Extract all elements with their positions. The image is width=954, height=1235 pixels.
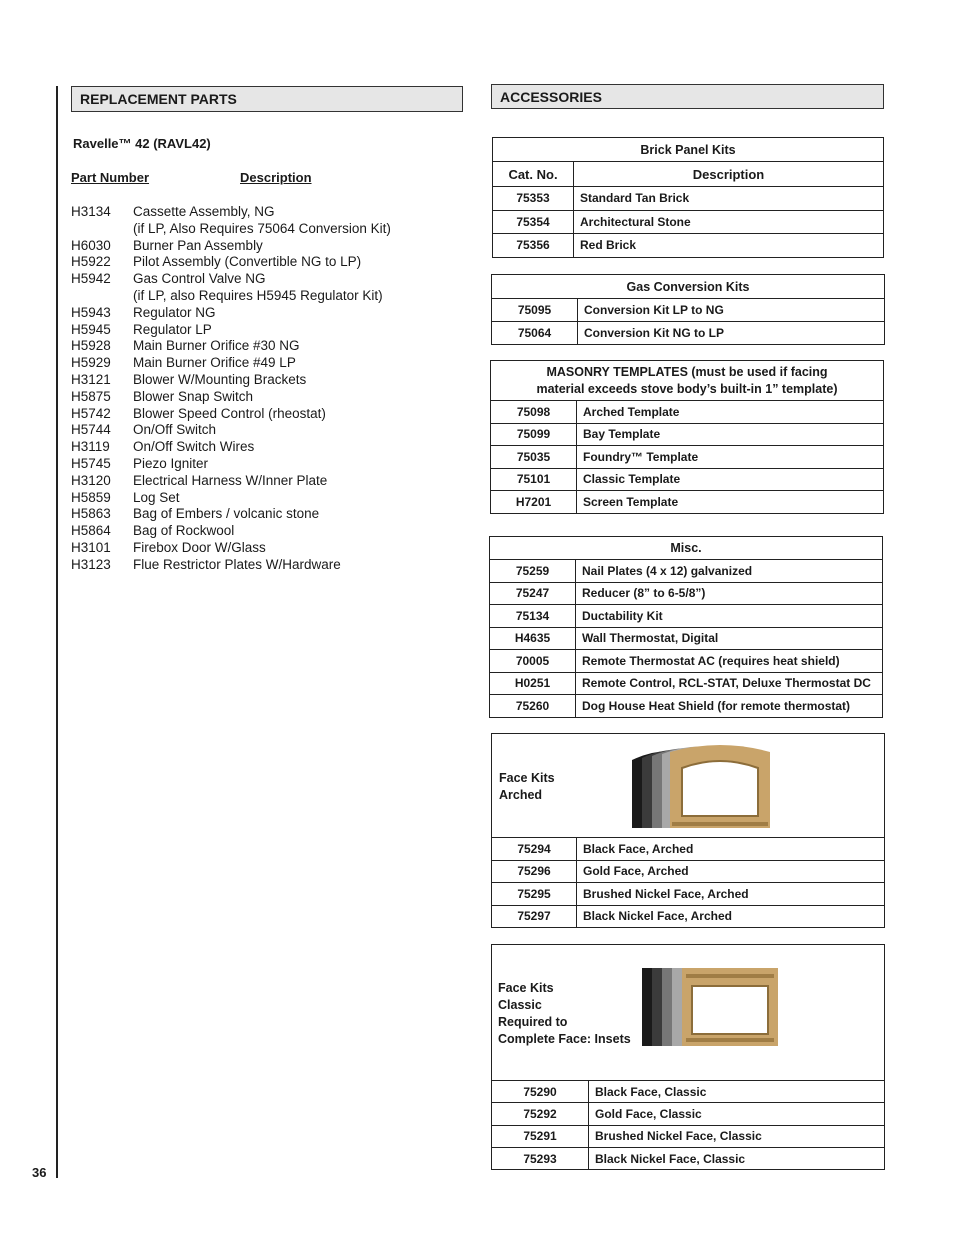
- table-row: [492, 883, 885, 906]
- part-number: H5742: [71, 405, 111, 421]
- page-number: 36: [32, 1165, 47, 1180]
- part-description: Piezo Igniter: [133, 455, 209, 471]
- cat-number: 75294: [492, 838, 577, 861]
- table-row: [490, 605, 883, 628]
- part-number: H5945: [71, 321, 111, 337]
- part-description: (if LP, Also Requires 75064 Conversion Kit): [133, 220, 391, 236]
- parts-row: [71, 271, 461, 288]
- face-kits-arched-table: [491, 837, 885, 928]
- table-row: [492, 1125, 885, 1147]
- description-col-header: Description: [574, 162, 884, 187]
- item-description: Brushed Nickel Face, Arched: [577, 883, 885, 906]
- label-line: Classic: [498, 998, 542, 1012]
- part-description: Blower Snap Switch: [133, 388, 254, 404]
- cat-number: 75259: [490, 560, 576, 583]
- part-number: H5942: [71, 271, 111, 287]
- table-row: [492, 1147, 885, 1169]
- part-number: H5929: [71, 355, 111, 371]
- gas-conversion-table: [491, 274, 885, 345]
- part-number: H5922: [71, 254, 111, 270]
- face-kits-arched-label: [499, 770, 555, 804]
- brick-panel-table: [492, 137, 884, 258]
- part-description: Regulator NG: [133, 304, 216, 320]
- title-line: material exceeds stove body’s built-in 1” template): [536, 381, 838, 396]
- table-title: Misc.: [490, 537, 883, 560]
- part-number: H3119: [71, 439, 110, 455]
- table-row: [493, 234, 884, 258]
- cat-number: 75099: [491, 423, 577, 446]
- item-description: Classic Template: [577, 468, 884, 491]
- label-line: Complete Face: Insets: [498, 1032, 631, 1046]
- part-number: H5863: [71, 506, 111, 522]
- item-description: Dog House Heat Shield (for remote thermostat): [576, 695, 883, 718]
- cat-number: 75354: [493, 210, 574, 234]
- face-kits-classic-table: [491, 1080, 885, 1170]
- table-row: [491, 446, 884, 469]
- table-row: [490, 582, 883, 605]
- part-number: H5745: [71, 455, 111, 471]
- item-description: Brushed Nickel Face, Classic: [589, 1125, 885, 1147]
- cat-number: 75095: [492, 299, 578, 322]
- part-number: H5928: [71, 338, 111, 354]
- accessories-heading: ACCESSORIES: [491, 84, 884, 109]
- label-line: Arched: [499, 788, 543, 802]
- part-description: Main Burner Orifice #30 NG: [133, 338, 300, 354]
- item-description: Bay Template: [577, 423, 884, 446]
- part-description: (if LP, also Requires H5945 Regulator Kit): [133, 287, 383, 303]
- parts-row: [71, 557, 461, 574]
- item-description: Black Face, Arched: [577, 838, 885, 861]
- cat-number: 75353: [493, 187, 574, 211]
- table-row: [493, 187, 884, 211]
- part-description: Regulator LP: [133, 321, 212, 337]
- table-row: [491, 401, 884, 424]
- part-description: Blower Speed Control (rheostat): [133, 405, 326, 421]
- item-description: Conversion Kit NG to LP: [578, 322, 885, 345]
- part-description: Log Set: [133, 489, 180, 505]
- item-description: Arched Template: [577, 401, 884, 424]
- table-row: [490, 627, 883, 650]
- table-title: Brick Panel Kits: [493, 138, 884, 162]
- cat-number: 75098: [491, 401, 577, 424]
- parts-row: [71, 288, 461, 305]
- parts-row: [71, 490, 461, 507]
- part-number: H3134: [71, 204, 111, 219]
- masonry-templates-table: [490, 360, 884, 514]
- part-description: Burner Pan Assembly: [133, 237, 263, 253]
- part-description: Gas Control Valve NG: [133, 271, 266, 287]
- cat-no-header: Cat. No.: [493, 162, 574, 187]
- cat-number: H4635: [490, 627, 576, 650]
- item-description: Foundry™ Template: [577, 446, 884, 469]
- arched-face-kit-image: [630, 742, 775, 830]
- part-description: Main Burner Orifice #49 LP: [133, 355, 296, 371]
- part-description: Flue Restrictor Plates W/Hardware: [133, 556, 341, 572]
- parts-row: [71, 456, 461, 473]
- cat-number: 75035: [491, 446, 577, 469]
- item-description: Reducer (8” to 6-5/8”): [576, 582, 883, 605]
- item-description: Black Nickel Face, Arched: [577, 905, 885, 928]
- parts-row: [71, 238, 461, 255]
- part-description: Bag of Embers / volcanic stone: [133, 506, 320, 522]
- part-number: H6030: [71, 237, 111, 253]
- item-description: Ductability Kit: [576, 605, 883, 628]
- model-title: Ravelle™ 42 (RAVL42): [73, 136, 211, 151]
- label-line: Face Kits: [499, 771, 555, 785]
- item-description: Screen Template: [577, 491, 884, 514]
- cat-number: 75297: [492, 905, 577, 928]
- cat-number: 75295: [492, 883, 577, 906]
- cat-number: 75296: [492, 860, 577, 883]
- part-description: Pilot Assembly (Convertible NG to LP): [133, 254, 362, 270]
- parts-row: [71, 406, 461, 423]
- cat-number: 75292: [492, 1103, 589, 1125]
- item-description: Black Nickel Face, Classic: [589, 1147, 885, 1169]
- parts-list: [71, 204, 461, 574]
- parts-row: [71, 305, 461, 322]
- part-number: H5859: [71, 489, 111, 505]
- margin-rule: [56, 86, 58, 1178]
- parts-row: [71, 322, 461, 339]
- part-description: On/Off Switch Wires: [133, 439, 255, 455]
- cat-number: 70005: [490, 650, 576, 673]
- item-description: Remote Thermostat AC (requires heat shield): [576, 650, 883, 673]
- part-description: Firebox Door W/Glass: [133, 539, 266, 555]
- item-description: Remote Control, RCL-STAT, Deluxe Thermostat DC: [576, 672, 883, 695]
- table-row: [490, 695, 883, 718]
- misc-table: [489, 536, 883, 718]
- item-description: Conversion Kit LP to NG: [578, 299, 885, 322]
- table-row: [492, 299, 885, 322]
- parts-row: [71, 372, 461, 389]
- cat-number: 75247: [490, 582, 576, 605]
- parts-row: [71, 439, 461, 456]
- part-number: H5875: [71, 388, 111, 404]
- parts-row: [71, 204, 461, 221]
- cat-number: 75356: [493, 234, 574, 258]
- part-number: H3121: [71, 371, 111, 387]
- cat-number: 75134: [490, 605, 576, 628]
- item-description: Standard Tan Brick: [574, 187, 884, 211]
- item-description: Gold Face, Arched: [577, 860, 885, 883]
- parts-row: [71, 540, 461, 557]
- table-row: [492, 1103, 885, 1125]
- replacement-parts-heading: REPLACEMENT PARTS: [71, 86, 463, 112]
- part-description: Electrical Harness W/Inner Plate: [133, 472, 328, 488]
- part-number: H5744: [71, 422, 111, 438]
- part-description: Bag of Rockwool: [133, 523, 235, 539]
- parts-row: [71, 523, 461, 540]
- table-row: [490, 560, 883, 583]
- parts-row: [71, 254, 461, 271]
- parts-row: [71, 355, 461, 372]
- table-row: [492, 860, 885, 883]
- label-line: Face Kits: [498, 981, 554, 995]
- part-number: H3120: [71, 472, 111, 488]
- table-row: [492, 322, 885, 345]
- parts-row: [71, 506, 461, 523]
- table-row: [490, 672, 883, 695]
- description-header: Description: [240, 170, 312, 185]
- cat-number: 75290: [492, 1081, 589, 1103]
- table-row: [490, 650, 883, 673]
- part-number: H3123: [71, 556, 111, 572]
- label-line: Required to: [498, 1015, 568, 1029]
- table-row: [491, 423, 884, 446]
- part-number: [71, 288, 133, 305]
- table-row: [492, 905, 885, 928]
- parts-row: [71, 389, 461, 406]
- cat-number: 75291: [492, 1125, 589, 1147]
- table-row: [491, 491, 884, 514]
- table-title: [491, 361, 884, 401]
- cat-number: H7201: [491, 491, 577, 514]
- parts-row: [71, 422, 461, 439]
- table-row: [491, 468, 884, 491]
- part-description: On/Off Switch: [133, 422, 217, 438]
- parts-row: [71, 473, 461, 490]
- table-row: [493, 210, 884, 234]
- cat-number: H0251: [490, 672, 576, 695]
- item-description: Wall Thermostat, Digital: [576, 627, 883, 650]
- parts-row: [71, 338, 461, 355]
- item-description: Black Face, Classic: [589, 1081, 885, 1103]
- parts-row: [71, 221, 461, 238]
- cat-number: 75260: [490, 695, 576, 718]
- part-number: H5864: [71, 523, 111, 539]
- item-description: Gold Face, Classic: [589, 1103, 885, 1125]
- part-description: Cassette Assembly, NG: [133, 204, 275, 219]
- table-row: [492, 838, 885, 861]
- part-number: H5943: [71, 304, 111, 320]
- part-number: H3101: [71, 539, 111, 555]
- table-row: [492, 1081, 885, 1103]
- face-kits-classic-label: [498, 980, 631, 1048]
- part-number: [71, 221, 133, 238]
- item-description: Red Brick: [574, 234, 884, 258]
- title-line: MASONRY TEMPLATES (must be used if facing: [546, 364, 828, 379]
- cat-number: 75064: [492, 322, 578, 345]
- cat-number: 75293: [492, 1147, 589, 1169]
- item-description: Architectural Stone: [574, 210, 884, 234]
- part-number-header: Part Number: [71, 170, 150, 185]
- classic-face-kit-image: [640, 966, 780, 1048]
- cat-number: 75101: [491, 468, 577, 491]
- table-title: Gas Conversion Kits: [492, 275, 885, 299]
- part-description: Blower W/Mounting Brackets: [133, 371, 307, 387]
- item-description: Nail Plates (4 x 12) galvanized: [576, 560, 883, 583]
